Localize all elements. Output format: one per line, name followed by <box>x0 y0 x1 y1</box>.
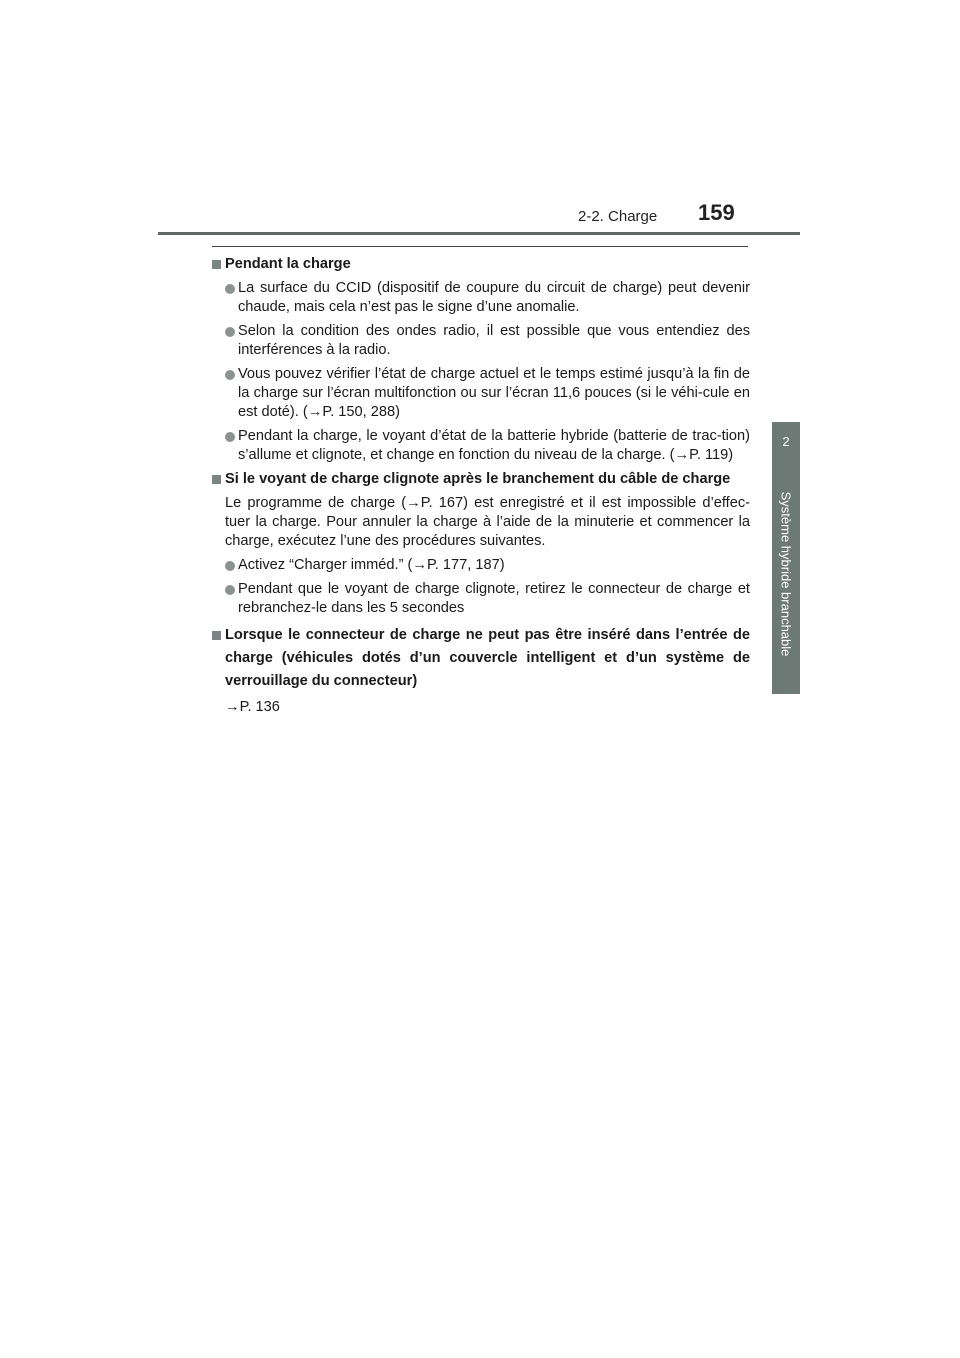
bullet-item <box>212 580 750 618</box>
heading-text: Si le voyant de charge clignote après le branchement du câble de charge <box>225 471 731 487</box>
round-bullet-icon <box>225 327 235 337</box>
round-bullet-icon <box>225 561 235 571</box>
round-bullet-icon <box>225 585 235 595</box>
bullet-text: Pendant que le voyant de charge clignote, retirez le connecteur de charge et rebranchez-le dans les 5 secondes <box>238 581 750 616</box>
bullet-item <box>212 365 750 422</box>
round-bullet-icon <box>225 370 235 380</box>
chapter-tab-label: Système hybride branchable <box>778 491 794 657</box>
header-rule <box>158 232 800 235</box>
content-top-rule <box>212 246 748 247</box>
section-heading <box>212 470 750 489</box>
square-bullet-icon <box>212 631 221 640</box>
heading-text: Pendant la charge <box>225 256 351 272</box>
page-reference: →P. 136 <box>225 699 280 715</box>
bullet-item <box>212 279 750 317</box>
bullet-item <box>212 322 750 360</box>
round-bullet-icon <box>225 432 235 442</box>
section-heading <box>212 624 750 693</box>
round-bullet-icon <box>225 284 235 294</box>
section-heading <box>212 255 750 274</box>
square-bullet-icon <box>212 475 221 484</box>
bullet-item <box>212 427 750 465</box>
bullet-text: Selon la condition des ondes radio, il est possible que vous entendiez des interférences à la radio. <box>238 323 750 358</box>
bullet-text: La surface du CCID (dispositif de coupure du circuit de charge) peut devenir chaude, mais cela n’est pas le signe d’une anomalie. <box>238 280 750 315</box>
chapter-tab-number: 2 <box>782 434 790 449</box>
section-title: 2-2. Charge <box>578 208 658 225</box>
bullet-text: Pendant la charge, le voyant d’état de la batterie hybride (batterie de trac-tion) s’allume et clignote, et change en fonction du niveau de la charge. (→P. 119) <box>238 428 750 463</box>
paragraph: Le programme de charge (→P. 167) est enregistré et il est impossible d’effec-tuer la charge. Pour annuler la charge à l’aide de la minuterie et commencer la charge, exécutez l’une des procédures suivantes. <box>225 495 750 549</box>
bullet-text: Activez “Charger imméd.” (→P. 177, 187) <box>238 557 505 573</box>
bullet-item <box>212 556 750 575</box>
bullet-text: Vous pouvez vérifier l’état de charge actuel et le temps estimé jusqu’à la fin de la charge sur l’écran multifonction ou sur l’écran 11,6 pouces (si le véhi-cule en est doté). (→P. 150, 288) <box>238 366 750 420</box>
heading-text: Lorsque le connecteur de charge ne peut pas être inséré dans l’entrée de charge (véhicules dotés d’un couvercle intelligent et d’un système de verrouillage du connecteur) <box>225 627 750 689</box>
square-bullet-icon <box>212 260 221 269</box>
page-number: 159 <box>698 200 735 225</box>
page-content <box>212 255 750 717</box>
